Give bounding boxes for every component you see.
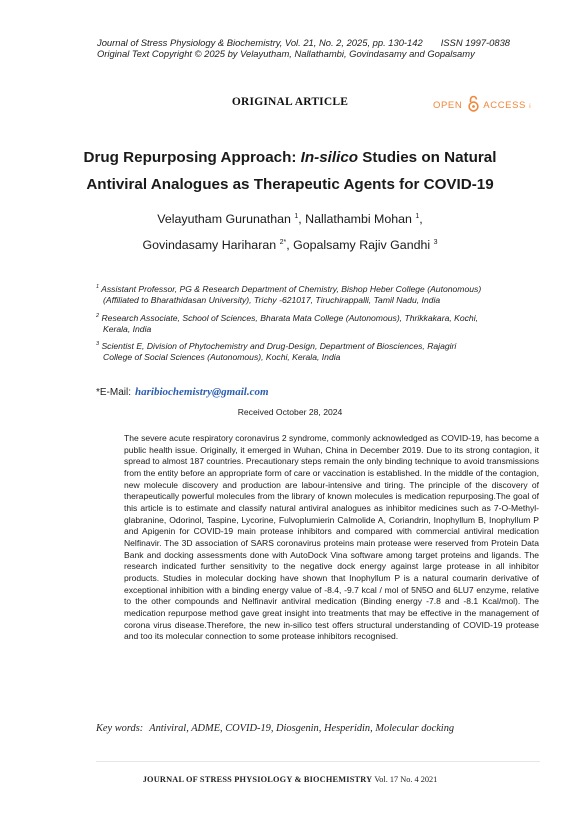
footer-divider [96,761,540,762]
copyright-line: Original Text Copyright © 2025 by Velayutham, Nallathambi, Govindasamy and Gopalsamy [97,48,475,59]
received-date: Received October 28, 2024 [237,407,343,417]
footer-journal: JOURNAL OF STRESS PHYSIOLOGY & BIOCHEMISTRY [142,775,373,784]
affiliation-3 [96,339,566,364]
author-2: Nallathambi Mohan [305,212,412,226]
keywords [96,723,454,734]
title-part2: Studies on Natural [358,149,497,166]
email-link[interactable]: haribiochemistry@gmail.com [135,386,269,398]
author-1-sup: 1 [294,212,299,220]
authors-line1: Velayutham Gurunathan $^1$, Nallathambi Mohan $^1$, [157,212,423,226]
author-4: Gopalsamy Rajiv Gandhi [293,238,431,252]
affiliation-1-sup: 1 [96,284,100,290]
paper-title-line1 [40,149,540,166]
open-access-badge[interactable]: OPEN ACCESS i [433,95,531,112]
affiliation-1 [96,282,566,307]
author-2-sup: 1 [415,212,420,220]
article-type: ORIGINAL ARTICLE [231,96,349,108]
abstract: The severe acute respiratory coronavirus 2 syndrome, commonly acknowledged as COVID-19, has become a public health issue. Originally, it emerged in Wuhan, China in December 2019. Due to its strong contagion, it spread to almost 187 countries. Precautionary steps remain the only binding technique to avoid transmissions from the entity before an appropriate form of care or vaccination is established. In the middle of the contagion, new molecule discovery and production are labour-intensive and tiring. The principle of the discovery of therapeutically powerful molecules from the library of known molecules is medication repurposing.The goal of this article is to estimate and classify natural antiviral analogues as inhibitor medicines such as 7-O-Methyl-glabranine, Odorinol, Taspine, Lycorine, Fulvoplumierin Calmolide A, Coriandrin, Inophyllum B, Inophyllum P and Apigenin for COVID-19 main protease inhibitors and compared with commercial antiviral medication Nelfinavir. The 3D association of SARS coronavirus proteins main protease were reserved from Protein Data Bank and docking assessments done with AutoDock Vina software among target proteins and ligands. The research indicated further sensitivity to the negative dock energy against large protease in all inhibitor products. Studies in molecular docking have shown that Inophyllum P is a natural coumarin derivative of exceptional inhibition with a binding energy value of -8.4, -9.7 kcal / mol of 5N5O and 6LU7 enzyme, relative to the other compounds and Nelfinavir antiviral medication (Binding energy -7.8 and -8.1 Kcal/mol). The medication repurpose method gave great insight into treatments that may be effective in the management of corona virus disease.Therefore, the new in-silico test offers structural understanding of COVID-19 protease and too its molecular connection to some protease inhibitors recognised. [124,433,539,642]
keywords-label: Key words: [96,723,144,734]
footer-volume: Vol. 17 No. 4 2021 [374,775,438,784]
open-access-word1: OPEN [433,100,463,111]
email-line [96,386,269,398]
affiliation-2-sup: 2 [96,313,100,319]
affiliation-3-sup: 3 [96,341,100,347]
journal-citation: Journal of Stress Physiology & Biochemistry, Vol. 21, No. 2, 2025, pp. 130-142 [97,37,423,48]
paper-title-line2: Antiviral Analogues as Therapeutic Agents for COVID-19 [86,176,494,193]
keywords-text: Antiviral, ADME, COVID-19, Diosgenin, Hesperidin, Molecular docking [149,723,455,734]
open-lock-icon [467,95,480,112]
author-4-sup: 3 [433,238,438,246]
affiliation-1-line1: Assistant Professor, PG & Research Department of Chemistry, Bishop Heber College (Autonomous) [101,283,482,294]
author-1: Velayutham Gurunathan [157,212,291,226]
affiliation-2 [96,311,566,336]
journal-header [97,37,510,48]
email-label: *E-Mail: [96,387,132,398]
footer [0,775,580,784]
affiliation-3-line1: Scientist E, Division of Phytochemistry and Drug-Design, Department of Biosciences, Rajagiri [101,340,457,351]
authors-line2: Govindasamy Hariharan $^{2*}$, Gopalsamy Rajiv Gandhi $^3$ [142,238,438,252]
affiliation-2-line2: Kerala, India [103,324,152,335]
title-italic: In-silico [300,149,359,166]
author-3-sup: 2* [279,238,287,246]
affiliation-1-line2: (Affiliated to Bharathidasan University), Trichy -621017, Tiruchirappalli, Tamil Nadu, India [103,295,441,306]
affiliation-2-line1: Research Associate, School of Sciences, Bharata Mata College (Autonomous), Thrikkakara, Kochi, [101,312,479,323]
open-access-word2: ACCESS [483,100,526,111]
title-part1: Drug Repurposing Approach: [83,149,301,166]
author-3: Govindasamy Hariharan [142,238,277,252]
issn: ISSN 1997-0838 [440,37,511,48]
affiliation-3-line2: College of Social Sciences (Autonomous), Kochi, Kerala, India [103,352,341,363]
